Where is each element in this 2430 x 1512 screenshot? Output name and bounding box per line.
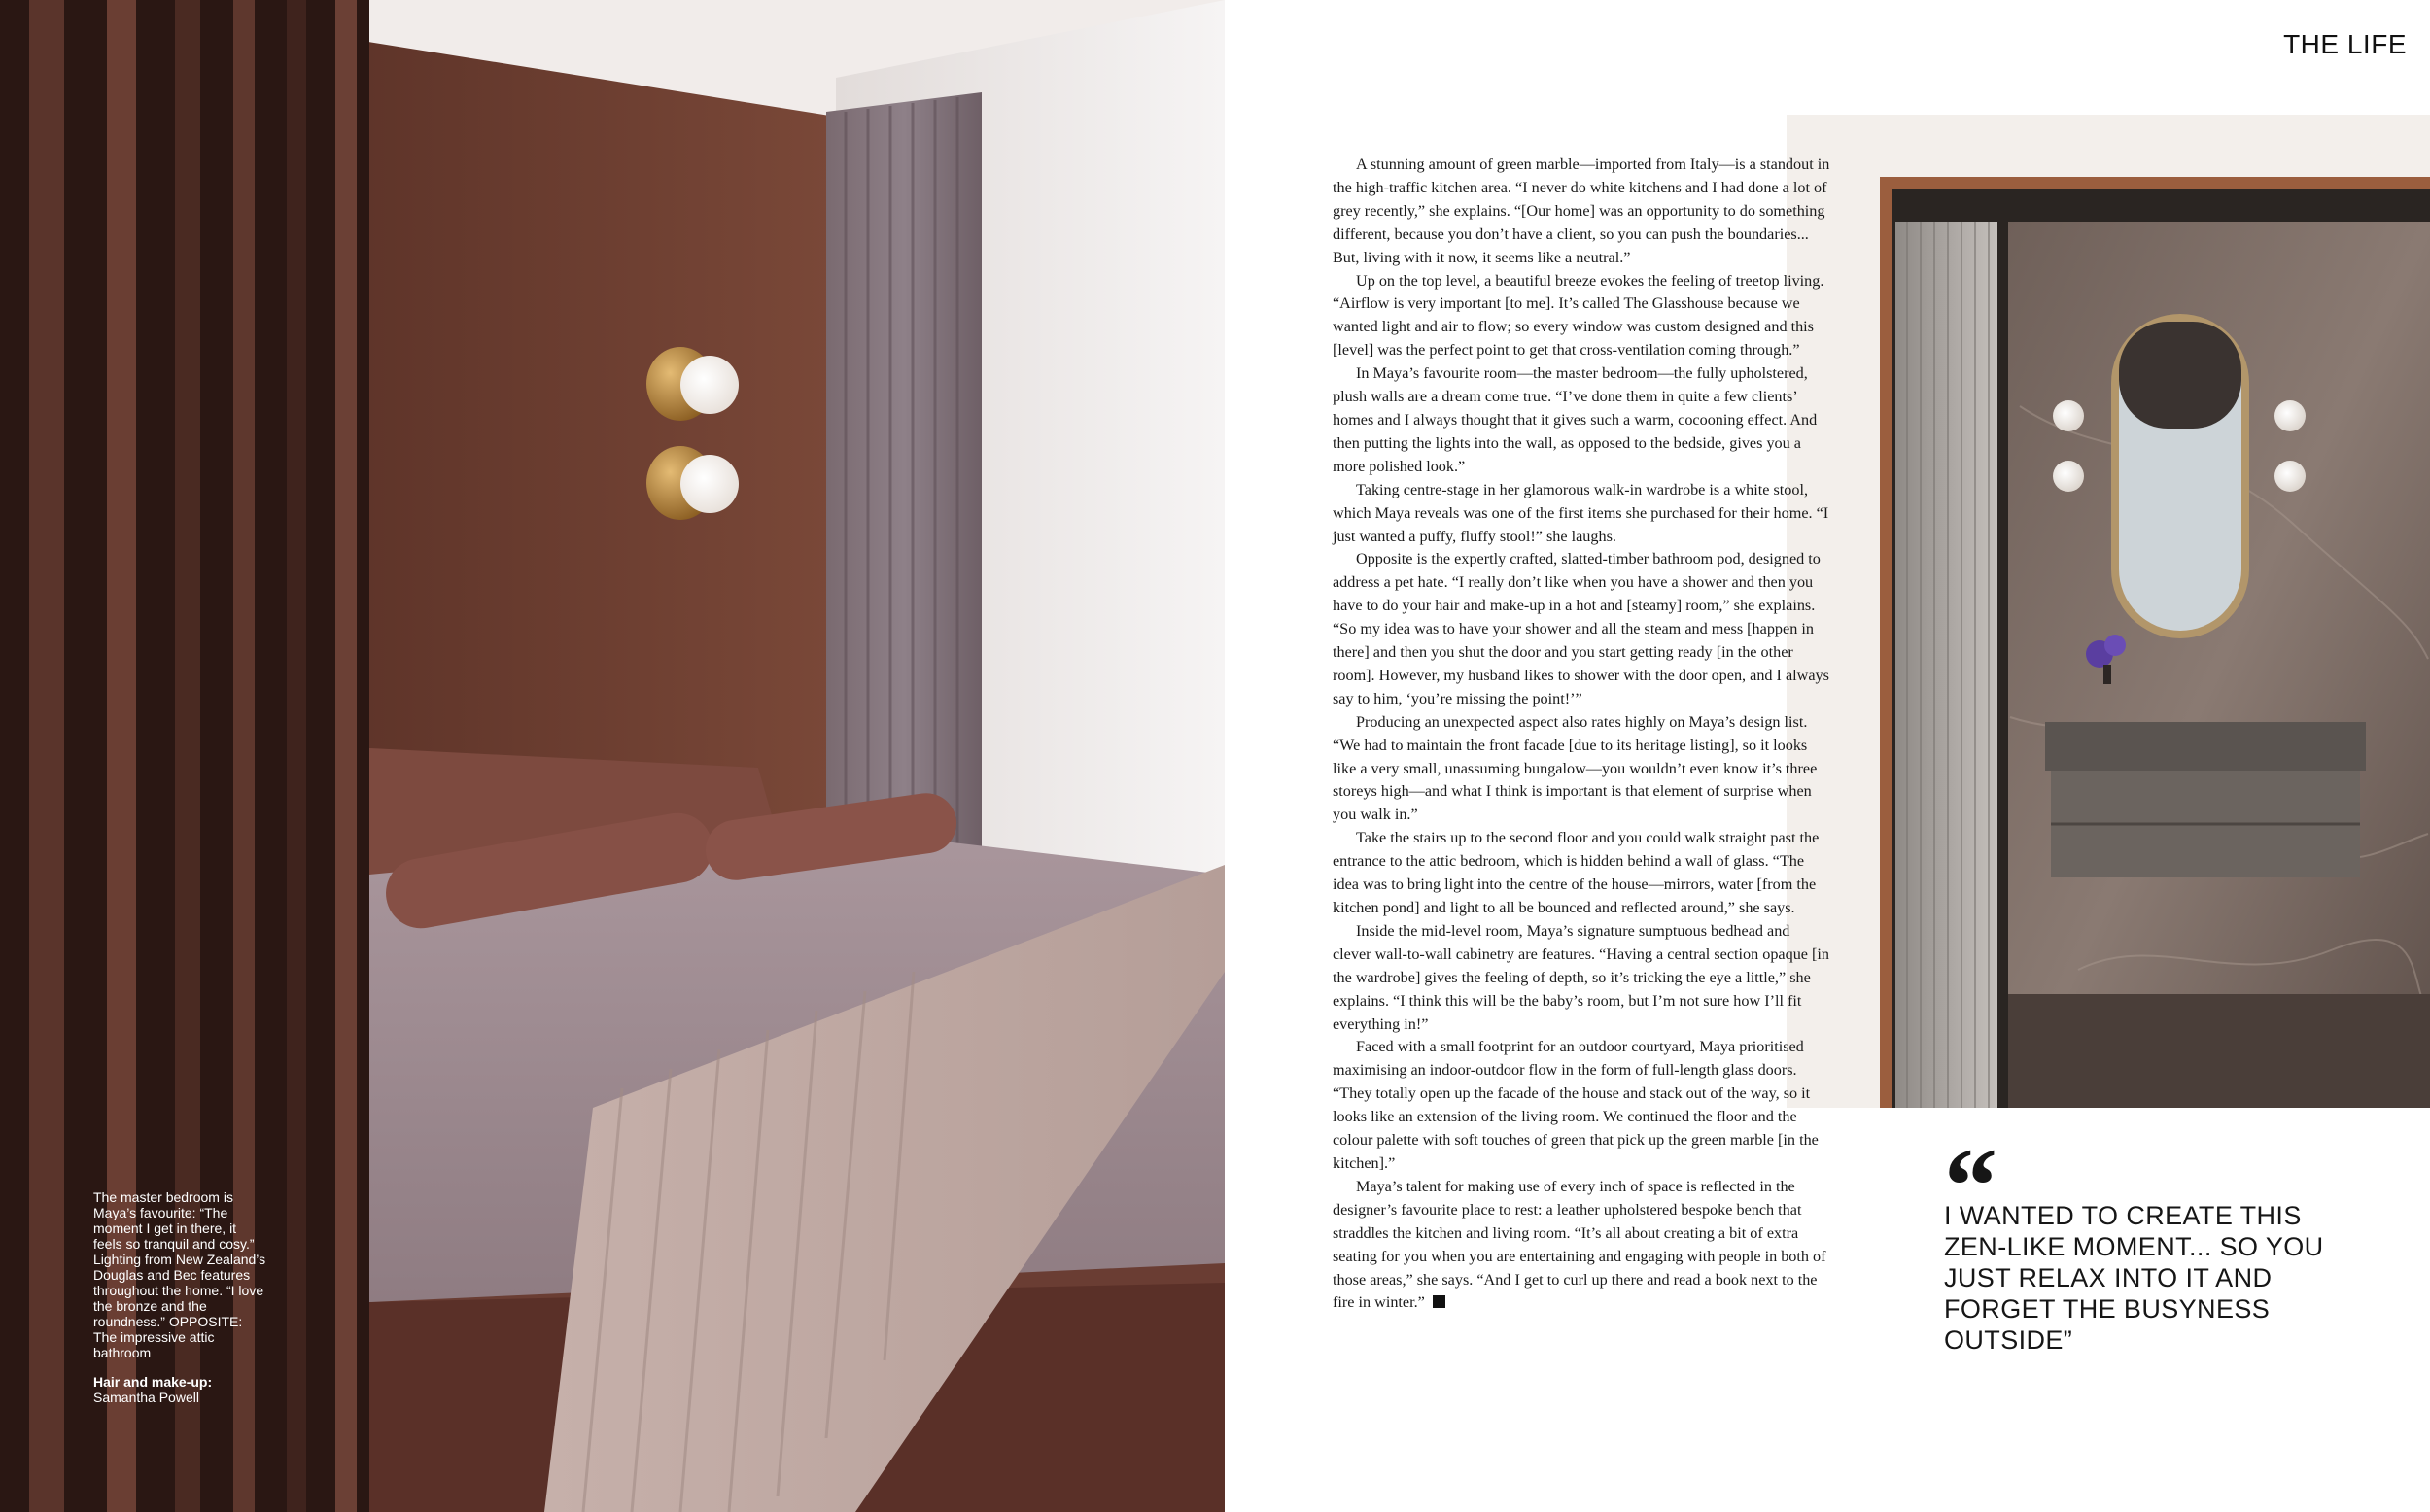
article-paragraph: In Maya’s favourite room—the master bedroom—the fully upholstered, plush walls are a dream come true. “I’ve done them in quite a few clients’ homes and I always thought that it gives such a warm, cocooning effect. And then putting the lights into the wall, as opposed to the bedside, gives you a more polished look.” [1333,364,1818,475]
article-paragraph: Taking centre-stage in her glamorous walk-in wardrobe is a white stool, which Maya reveals was one of the first items she purchased for their home. “I just wanted a puffy, fluffy stool!” she laughs. [1333,480,1829,545]
article-paragraph: Inside the mid-level room, Maya’s signature sumptuous bedhead and clever wall-to-wall cabinetry are features. “Having a central section opaque [in the wardrobe] gives the feeling of depth, so it’s tricking the eye a little,” she explains. “I think this will be the baby’s room, but I’m not sure how I’ll fit everything in!” [1333,921,1830,1033]
article-paragraph: Take the stairs up to the second floor and you could walk straight past the entrance to the attic bedroom, which is hidden behind a wall of glass. “The idea was to bring light into the centre of the house—mirrors, water [from the kitchen pond] and light to all be bounced and reflected around,” she says. [1333,829,1820,916]
article-body [1333,154,1830,1315]
photo-caption [93,1189,268,1419]
pull-quote-text: I WANTED TO CREATE THIS ZEN-LIKE MOMENT... SO YOU JUST RELAX INTO IT AND FORGET THE BUSYNESS OUTSIDE” [1944,1201,2324,1355]
article-paragraph: Up on the top level, a beautiful breeze evokes the feeling of treetop living. “Airflow is very important [to me]. It’s called The Glasshouse because we wanted light and air to flow; so every window was custom designed and this [level] was the perfect point to get that cross-ventilation coming through.” [1333,271,1824,360]
article-paragraph: A stunning amount of green marble—imported from Italy—is a standout in the high-traffic kitchen area. “I never do white kitchens and I had done a lot of grey recently,” she explains. “[Our home] was an opportunity to do something different, because you don’t have a client, so you can push the boundaries... But, living with it now, it seems like a neutral.” [1333,155,1830,266]
end-mark-icon [1433,1295,1445,1308]
article-paragraph: Faced with a small footprint for an outdoor courtyard, Maya prioritised maximising an indoor-outdoor flow in the form of full-length glass doors. “They totally open up the facade of the house and stack out of the way, so it looks like an extension of the living room. We continued the floor and the colour palette with soft touches of green that pick up the green marble [in the kitchen].” [1333,1038,1819,1172]
credit-name: Samantha Powell [93,1390,199,1405]
pull-quote [1944,1126,2333,1356]
article-last-paragraph-text: Maya’s talent for making use of every inch of space is reflected in the designer’s favourite place to rest: a leather upholstered bespoke bench that straddles the kitchen and living room. “It’s all about creating a bit of extra seating for you when you are entertaining and engaging with people in both of those areas,” she says. “And I get to curl up there and read a book next to the fire in winter.” [1333,1177,1826,1312]
bathroom-illustration [1787,115,2430,1108]
credit-label: Hair and make-up: [93,1374,213,1390]
article-paragraph: Producing an unexpected aspect also rates highly on Maya’s design list. “We had to maintain the front facade [due to its heritage listing], so it looks like a very small, unassuming bungalow—you wouldn’t even know it’s three storeys high—and what I think is important is that element of surprise when you walk in.” [1333,712,1818,824]
quote-mark-icon: “ [1944,1126,1997,1245]
article-paragraph: Opposite is the expertly crafted, slatted-timber bathroom pod, designed to address a pet hate. “I really don’t like when you have a shower and then you have to do your hair and make-up in a hot and [steamy] room,” she explains. “So my idea was to have your shower and all the steam and mess [happen in there] and then you shut the door and you start getting ready [in the other room]. However, my husband likes to shower with the door open, and I always say to him, ‘you’re missing the point!’” [1333,550,1829,707]
caption-text: The master bedroom is Maya’s favourite: “The moment I get in there, it feels so tranquil and cosy.” Lighting from New Zealand’s Douglas and Bec features throughout the home. “I love the bronze and the roundness.” OPPOSITE: The impressive attic bathroom [93,1189,266,1360]
credit [93,1374,268,1405]
bathroom-photo [1787,115,2430,1108]
article-last-paragraph [1333,1176,1830,1315]
section-label: THE LIFE [2283,29,2407,59]
